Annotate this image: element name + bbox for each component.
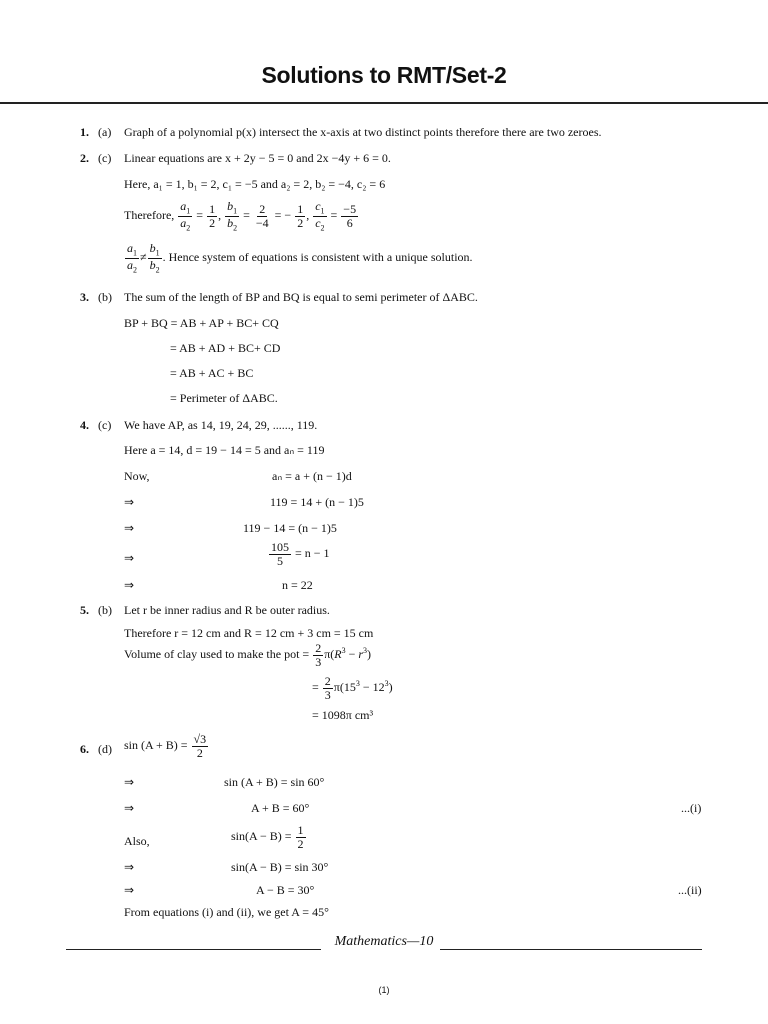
q3-line1: The sum of the length of BP and BQ is equal to semi perimeter of ΔABC. [124, 290, 478, 304]
q5-line4: = $\frac{2}{3}$ $\pi(15^3 - 12^3)$ [312, 674, 393, 702]
ratio-c-fraction: $\frac{c_1}{c_2}$ [315, 199, 325, 233]
minus-five-over-six-fraction: $\frac{-5}{6}$ [343, 202, 357, 230]
q4-line2: Here a = 14, d = 19 − 14 = 5 and aₙ = 119 [124, 443, 325, 457]
q6-eq3: sin(A − B) = [231, 828, 292, 843]
implies-arrow-icon: ⇒ [124, 883, 135, 897]
q6-last: From equations (i) and (ii), we get A = 45° [124, 905, 329, 919]
q6-eq4: sin(A − B) = sin 30° [231, 860, 329, 874]
title-rule [0, 102, 768, 104]
q1-number: 1. [80, 125, 89, 139]
q3-line3: = AB + AD + BC+ CD [170, 341, 281, 355]
implies-arrow-icon: ⇒ [124, 551, 135, 565]
page-title: Solutions to RMT/Set-2 [261, 62, 507, 88]
q4-number: 4. [80, 418, 89, 432]
q5-line5: = 1098π cm³ [312, 708, 374, 722]
q4-now: Now, [124, 469, 150, 483]
footer-rule-right [440, 949, 702, 950]
two-over-minus-four-fraction: $\frac{2}{-4}$ [255, 202, 269, 230]
q6-line1: sin (A + B) = [124, 737, 188, 752]
implies-arrow-icon: ⇒ [124, 860, 135, 874]
q6-eq1: sin (A + B) = sin 60° [224, 775, 325, 789]
page-number: (1) [378, 985, 390, 995]
q2-therefore: Therefore, [124, 208, 175, 223]
ratio-b-fraction: $\frac{b_1}{b_2}$ [149, 241, 160, 275]
q2-conclusion-line: $\frac{a_1}{a_2}$ ≠ $\frac{b_1}{b_2}$ . Hence system of equations is consistent with a unique solution. [127, 241, 473, 275]
q6-option: (d) [98, 742, 112, 756]
q6-eq5: A − B = 30° [256, 883, 315, 897]
q3-line2: BP + BQ = AB + AP + BC+ CQ [124, 316, 279, 330]
q1-text: Graph of a polynomial p(x) intersect the x-axis at two distinct points therefore there are two zeroes. [124, 125, 602, 139]
q4-eq3: 119 − 14 = (n − 1)5 [243, 521, 337, 535]
two-thirds-fraction: $\frac{2}{3}$ [315, 641, 322, 669]
q3-option: (b) [98, 290, 112, 304]
q2-line2: Here, a₁ = 1, b₁ = 2, c₁ = −5 and a₂ = 2, b₂ = −4, c₂ = 6 [124, 177, 386, 191]
implies-arrow-icon: ⇒ [124, 801, 135, 815]
q6-eq2: A + B = 60° [251, 801, 310, 815]
q4-line1: We have AP, as 14, 19, 24, 29, ......, 119. [124, 418, 318, 432]
one-half-fraction: $\frac{1}{2}$ [297, 202, 304, 230]
root-three-over-two-fraction: $\frac{√3}{2}$ [193, 732, 207, 760]
q3-line5: = Perimeter of ΔABC. [170, 391, 278, 405]
q5-number: 5. [80, 603, 89, 617]
implies-arrow-icon: ⇒ [124, 578, 135, 592]
hundred-five-over-five-fraction: $\frac{105}{5}$ [271, 540, 289, 568]
one-half-fraction: $\frac{1}{2}$ [297, 823, 304, 851]
q2-conclusion: . Hence system of equations is consistent with a unique solution. [162, 250, 473, 265]
q4-eq4-line [268, 541, 330, 567]
q4-eq1: aₙ = a + (n − 1)d [272, 469, 352, 483]
equation-ref-i: ...(i) [681, 801, 702, 815]
q6-line1-row [124, 733, 209, 759]
q5-volume-line: Volume of clay used to make the pot = $\frac{2}{3}$ $\pi(R^3 - r^3)$ [124, 641, 372, 669]
q2-line1: Linear equations are x + 2y − 5 = 0 and 2x −4y + 6 = 0. [124, 151, 391, 165]
q5-line2: Therefore r = 12 cm and R = 12 cm + 3 cm = 15 cm [124, 626, 374, 640]
equation-ref-ii: ...(ii) [678, 883, 702, 897]
q3-line4: = AB + AC + BC [170, 366, 254, 380]
q2-ratios: Therefore, $\frac{a_1}{a_2}$ = $\frac{1}{2}$ , $\frac{b_1}{b_2}$ = $\frac{2}{-4}$ = − $\frac{1}{2}$ , $\frac{c_1}{c_2}$ = $\frac{-5}{6}$ [124, 199, 357, 233]
implies-arrow-icon: ⇒ [124, 521, 135, 535]
ratio-a-fraction: $\frac{a_1}{a_2}$ [180, 199, 191, 233]
q4-eq4: = n − 1 [295, 545, 330, 560]
q5-option: (b) [98, 603, 112, 617]
implies-arrow-icon: ⇒ [124, 775, 135, 789]
q4-eq5: n = 22 [282, 578, 313, 592]
ratio-a-fraction: $\frac{a_1}{a_2}$ [127, 241, 137, 275]
one-half-fraction: $\frac{1}{2}$ [209, 202, 216, 230]
q5-line1: Let r be inner radius and R be outer radius. [124, 603, 330, 617]
implies-arrow-icon: ⇒ [124, 495, 135, 509]
q1-option: (a) [98, 125, 112, 139]
q2-option: (c) [98, 151, 112, 165]
ratio-b-fraction: $\frac{b_1}{b_2}$ [227, 199, 238, 233]
q5-line3: Volume of clay used to make the pot = [124, 646, 310, 661]
two-thirds-fraction: $\frac{2}{3}$ [324, 674, 331, 702]
q4-option: (c) [98, 418, 112, 432]
q2-number: 2. [80, 151, 89, 165]
q6-number: 6. [80, 742, 89, 756]
q4-eq2: 119 = 14 + (n − 1)5 [270, 495, 364, 509]
q6-also: Also, [124, 834, 150, 848]
footer-text: Mathematics—10 [334, 934, 434, 949]
q3-number: 3. [80, 290, 89, 304]
q6-eq3-row [231, 824, 307, 850]
